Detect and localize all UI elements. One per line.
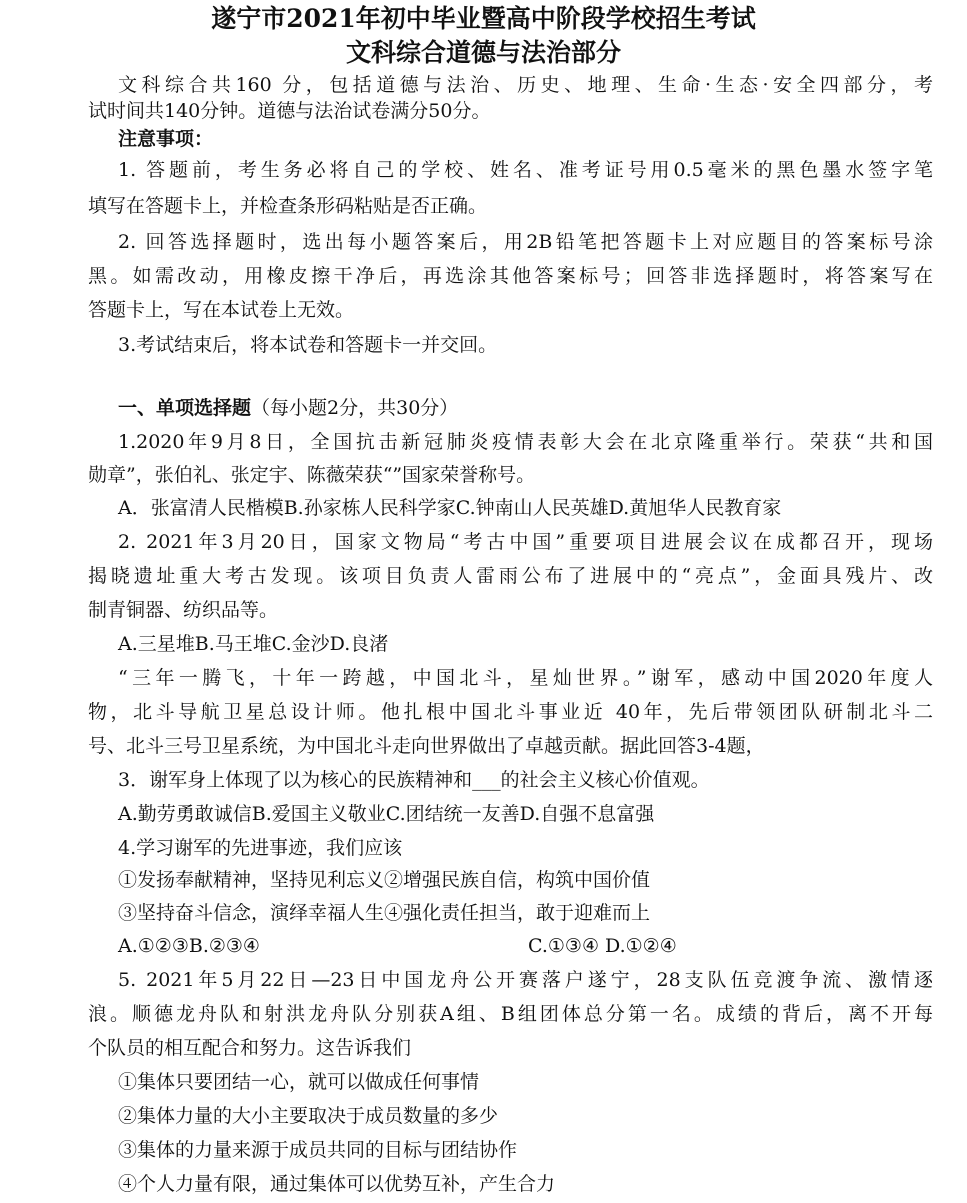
q4-options-c-d: C.①③④ D.①②④ (528, 935, 677, 957)
q5-statement-2: ②集体力量的大小主要取决于成员数量的多少 (118, 1105, 499, 1127)
section-1-title: 一、单项选择题 (118, 397, 252, 419)
q1-stem-line-1: 1.2020年9月8日，全国抗击新冠肺炎疫情表彰大会在北京隆重举行。荣获“共和国 (118, 431, 933, 453)
notice-item-3: 3.考试结束后，将本试卷和答题卡一并交回。 (118, 334, 498, 356)
q5-stem-line-2: 浪。顺德龙舟队和射洪龙舟队分别获A组、B组团体总分第一名。成绩的背后，离不开每 (88, 1003, 933, 1025)
notice-heading: 注意事项： (118, 128, 214, 150)
q1-stem-line-2: 勋章”，张伯礼、张定宇、陈薇荣获“”国家荣誉称号。 (88, 464, 536, 486)
exam-title: 遂宁市2021年初中毕业暨高中阶段学校招生考试 (211, 4, 756, 33)
intro-line-1: 文科综合共160 分，包括道德与法治、历史、地理、生命·生态·安全四部分，考 (118, 74, 933, 96)
exam-subtitle: 文科综合道德与法治部分 (345, 38, 621, 67)
intro-line-2: 试时间共140分钟。道德与法治试卷满分50分。 (88, 100, 491, 122)
q3-stem: 3．谢军身上体现了以为核心的民族精神和___的社会主义核心价值观。 (118, 769, 710, 791)
q2-stem-line-1: 2. 2021年3月20日，国家文物局“考古中国”重要项目进展会议在成都召开，现场 (118, 531, 933, 553)
q5-statement-1: ①集体只要团结一心，就可以做成任何事情 (118, 1071, 480, 1093)
q5-statement-3: ③集体的力量来源于成员共同的目标与团结协作 (118, 1139, 518, 1161)
q4-options-a-b: A.①②③B.②③④ (118, 935, 260, 957)
q4-statements-3-4: ③坚持奋斗信念，演绎幸福人生④强化责任担当，敢于迎难而上 (118, 902, 651, 924)
q2-options: A.三星堆B.马王堆C.金沙D.良渚 (118, 633, 389, 655)
q3-options: A.勤劳勇敢诚信B.爱国主义敬业C.团结统一友善D.自强不息富强 (118, 803, 655, 825)
q2-stem-line-2: 揭晓遗址重大考古发现。该项目负责人雷雨公布了进展中的“亮点”，金面具残片、改 (88, 565, 933, 587)
q4-stem: 4.学习谢军的先进事迹，我们应该 (118, 837, 403, 859)
q4-statements-1-2: ①发扬奉献精神，坚持见利忘义②增强民族自信，构筑中国价值 (118, 869, 651, 891)
notice-item-2-line-3: 答题卡上，写在本试卷上无效。 (88, 299, 355, 321)
q1-options: A．张富清人民楷模B.孙家栋人民科学家C.钟南山人民英雄D.黄旭华人民教育家 (118, 497, 782, 519)
section-1-heading (118, 395, 458, 421)
notice-item-2-line-1: 2. 回答选择题时，选出每小题答案后，用2B铅笔把答题卡上对应题目的答案标号涂 (118, 231, 933, 253)
material-line-2: 物，北斗导航卫星总设计师。他扎根中国北斗事业近 40年，先后带领团队研制北斗二 (88, 701, 933, 723)
section-1-scoring-note: （每小题2分，共30分） (251, 397, 459, 419)
notice-item-1-line-2: 填写在答题卡上，并检查条形码粘贴是否正确。 (88, 195, 488, 217)
notice-item-1-line-1: 1. 答题前，考生务必将自己的学校、姓名、准考证号用0.5毫米的黑色墨水签字笔 (118, 159, 933, 181)
q5-stem-line-1: 5. 2021年5月22日—23日中国龙舟公开赛落户遂宁，28支队伍竞渡争流、激情逐 (118, 969, 933, 991)
material-line-3: 号、北斗三号卫星系统，为中国北斗走向世界做出了卓越贡献。据此回答3-4题， (88, 735, 765, 757)
notice-item-2-line-2: 黑。如需改动，用橡皮擦干净后，再选涂其他答案标号；回答非选择题时，将答案写在 (88, 265, 933, 287)
material-line-1: “三年一腾飞，十年一跨越，中国北斗，星灿世界。”谢军，感动中国2020年度人 (118, 667, 933, 689)
q4-options (118, 933, 933, 959)
q5-stem-line-3: 个队员的相互配合和努力。这告诉我们 (88, 1037, 412, 1059)
q5-statement-4: ④个人力量有限，通过集体可以优势互补，产生合力 (118, 1173, 556, 1195)
q2-stem-line-3: 制青铜器、纺织品等。 (88, 599, 279, 621)
